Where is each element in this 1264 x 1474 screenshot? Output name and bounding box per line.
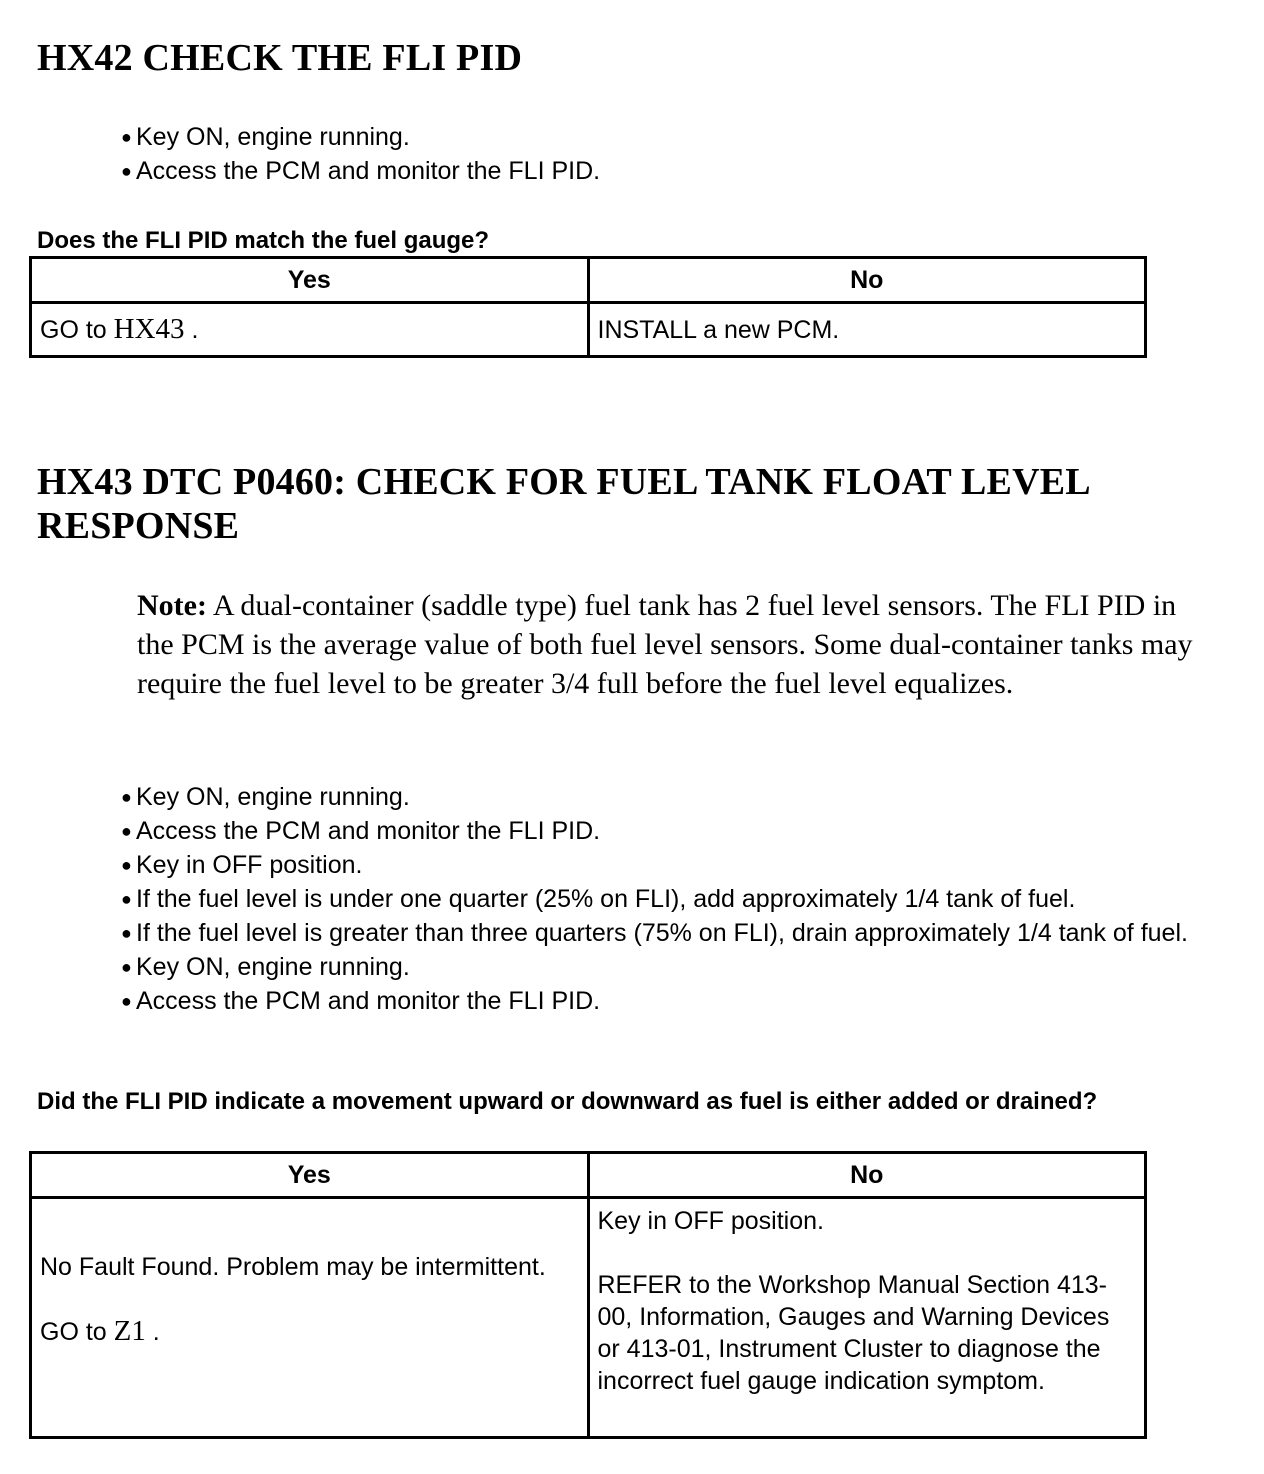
- no-cell: Key in OFF position. REFER to the Workshop Manual Section 413-00, Information, Gauges and Warning Devices or 413-01, Instrument Cluster to diagnose the incorrect fuel gauge indication symptom.: [588, 1198, 1146, 1438]
- yes-cell: GO to HX43 .: [31, 303, 589, 357]
- yes-header: Yes: [31, 258, 589, 303]
- list-item: ● Key ON, engine running.: [121, 783, 410, 811]
- section-heading-hx42: HX42 CHECK THE FLI PID: [37, 37, 523, 79]
- no-header: No: [588, 258, 1146, 303]
- steps-list-hx43: [118, 780, 1218, 1018]
- section-heading-hx43: HX43 DTC P0460: CHECK FOR FUEL TANK FLOAT LEVEL RESPONSE: [37, 461, 1091, 547]
- note-box: [137, 586, 1217, 703]
- list-item: ● Access the PCM and monitor the FLI PID.: [121, 157, 601, 185]
- yes-no-table-hx42: [29, 256, 1147, 358]
- list-item: ● If the fuel level is greater than three quarters (75% on FLI), drain approximately 1/4 tank of fuel.: [121, 919, 1188, 947]
- question-hx42: Does the FLI PID match the fuel gauge?: [37, 227, 490, 254]
- question-hx43: Did the FLI PID indicate a movement upward or downward as fuel is either added or drained?: [37, 1088, 1098, 1115]
- steps-list-hx42: [118, 120, 600, 188]
- yes-cell: No Fault Found. Problem may be intermittent. GO to Z1 .: [31, 1198, 589, 1438]
- list-item: ● Key ON, engine running.: [121, 123, 410, 151]
- note-label: Note:: [137, 589, 207, 622]
- goto-z1-link[interactable]: Z1: [113, 1315, 146, 1347]
- list-item: ● If the fuel level is under one quarter (25% on FLI), add approximately 1/4 tank of fuel.: [121, 885, 1076, 913]
- no-header: No: [588, 1153, 1146, 1198]
- list-item: ● Key ON, engine running.: [121, 953, 410, 981]
- list-item: ● Access the PCM and monitor the FLI PID.: [121, 817, 601, 845]
- list-item: ● Access the PCM and monitor the FLI PID.: [121, 987, 601, 1015]
- note-text: A dual-container (saddle type) fuel tank has 2 fuel level sensors. The FLI PID in the PCM is the average value of both fuel level sensors. Some dual-container tanks may require the fuel level to be greater 3/4 full before the fuel level equalizes.: [137, 589, 1193, 700]
- goto-hx43-link[interactable]: HX43: [113, 313, 185, 345]
- no-cell: INSTALL a new PCM.: [588, 303, 1146, 357]
- yes-header: Yes: [31, 1153, 589, 1198]
- list-item: ● Key in OFF position.: [121, 851, 363, 879]
- yes-no-table-hx43: [29, 1151, 1147, 1439]
